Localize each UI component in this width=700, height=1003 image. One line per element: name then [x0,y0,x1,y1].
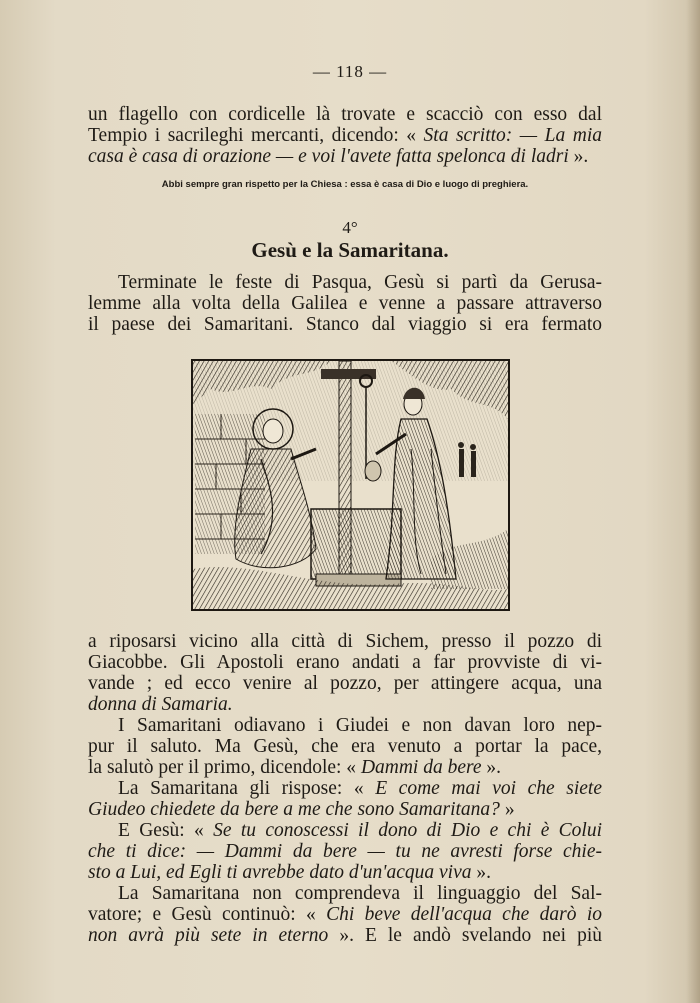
text-line: a riposarsi vicino alla città di Sichem, presso il pozzo di [88,631,602,652]
text-line: non avrà più sete in eterno ». E le andò svelando nei più [88,925,602,946]
text-line: vande ; ed ecco venire al pozzo, per attingere acqua, una [88,673,602,694]
woodcut-illustration [191,359,510,611]
text-line: che ti dice: — Dammi da bere — tu ne avresti forse chie- [88,841,602,862]
text-line: lemme alla volta della Galilea e venne a passare attraverso [88,293,602,314]
text-line: E Gesù: « Se tu conoscessi il dono di Dio e chi è Colui [118,820,603,841]
text-line: Terminate le feste di Pasqua, Gesù si partì da Gerusa- [118,272,602,293]
text-line: pur il saluto. Ma Gesù, che era venuto a portar la pace, [88,736,602,757]
text-line: casa è casa di orazione — e voi l'avete fatta spelonca di ladri ». [88,146,589,167]
text-line: Giudeo chiedete da bere a me che sono Samaritana? » [88,799,515,820]
text-line: I Samaritani odiavano i Giudei e non davan loro nep- [118,715,602,736]
top-paragraph [88,104,602,167]
page-edge-shadow [686,0,700,1003]
text-line: il paese dei Samaritani. Stanco dal viaggio si era fermato [88,314,602,335]
text-line: La Samaritana gli rispose: « E come mai voi che siete [118,778,603,799]
page-number: — 118 — [312,62,388,81]
body-text [88,631,602,946]
text-line: la salutò per il primo, dicendole: « Dammi da bere ». [88,757,502,778]
text-line: Tempio i sacrileghi mercanti, dicendo: « Sta scritto: — La mia [88,125,602,146]
text-line: un flagello con cordicelle là trovate e scacciò con esso dal [88,104,602,125]
text-line: donna di Samaria. [88,694,233,715]
text-line: vatore; e Gesù continuò: « Chi beve dell'acqua che darò io [88,904,602,925]
text-line: sto a Lui, ed Egli ti avrebbe dato d'un'acqua viva ». [88,862,491,883]
intro-paragraph [88,272,602,335]
moral-note: Abbi sempre gran rispetto per la Chiesa : essa è casa di Dio e luogo di preghiera. [161,179,529,190]
well-scene-icon [191,359,510,611]
text-line: La Samaritana non comprendeva il linguaggio del Sal- [118,883,602,904]
text-line: Giacobbe. Gli Apostoli erano andati a far provviste di vi- [88,652,602,673]
section-title: Gesù e la Samaritana. [251,238,449,262]
section-number: 4° [342,218,358,237]
